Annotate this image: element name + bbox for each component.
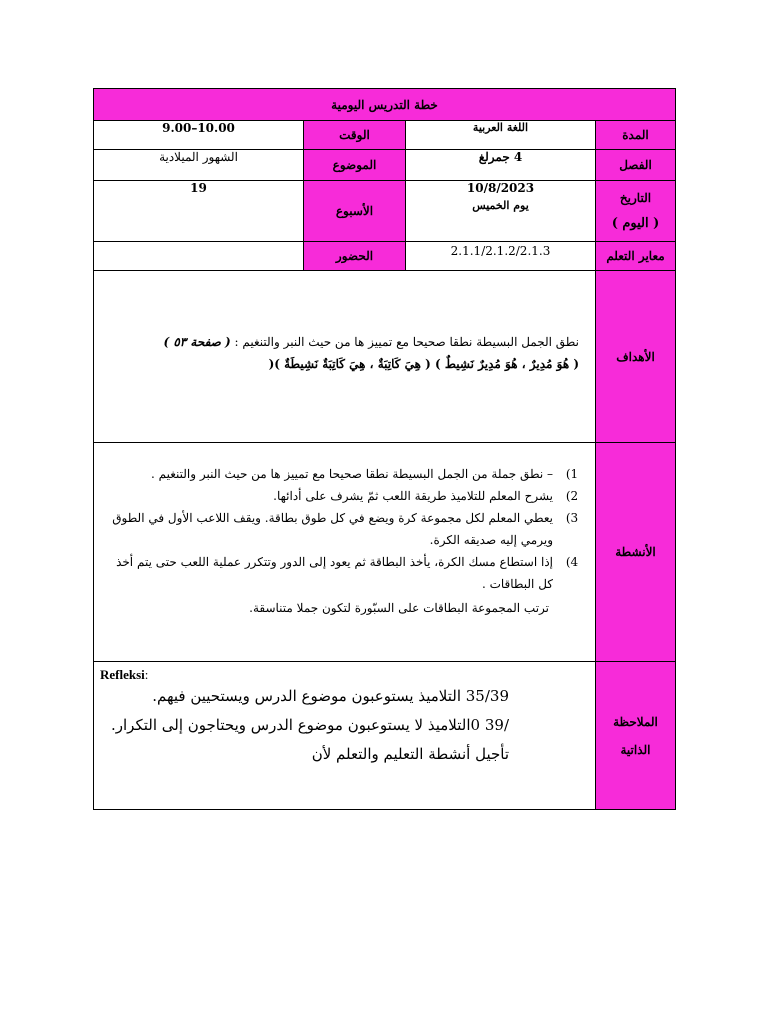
date-label-line1: التاريخ	[619, 191, 652, 205]
daily-lesson-plan-table	[93, 88, 676, 810]
objectives-line2: ( هُوَ مُدِيرٌ ، هُوَ مُدِيرٌ نَشِيطٌ ) ( هِيَ كَاتِبَةٌ ، هِيَ كَاتِبَةٌ نَشِيطَةٌ )(	[268, 357, 579, 371]
activity-extra-text: ترتب المجموعة البطاقات على السبّورة لتكون جملا متناسقة.	[249, 601, 549, 615]
reflection-line: 35/39 التلاميذ يستوعبون موضوع الدرس ويستحيين فيهم.	[152, 687, 509, 705]
activity-number: 4)	[565, 555, 579, 569]
objectives-line1	[108, 331, 579, 353]
standards-value: 2.1.1/2.1.2/2.1.3	[406, 242, 596, 271]
activity-number: 2)	[565, 489, 579, 503]
date-cell	[406, 181, 596, 242]
attendance-label: الحضور	[304, 242, 406, 271]
time-label: الوقت	[304, 121, 406, 150]
attendance-value	[94, 242, 304, 271]
activity-number: 3)	[565, 511, 579, 525]
activity-item	[102, 551, 583, 595]
topic-value: الشهور الميلادية	[94, 150, 304, 181]
week-value: 19	[94, 181, 304, 242]
reflection-label-line1: الملاحظة	[613, 714, 658, 729]
activities-content	[94, 443, 596, 662]
reflection-line: /39 0التلاميذ لا يستوعبون موضوع الدرس ويحتاجون إلى التكرار.	[110, 716, 509, 734]
time-value: 9.00–10.00	[94, 121, 304, 150]
reflection-title	[100, 668, 587, 682]
objectives-content	[94, 271, 596, 443]
reflection-content	[94, 662, 596, 810]
objectives-label: الأهداف	[596, 271, 676, 443]
activity-text: يعطي المعلم لكل مجموعة كرة ويضع في كل طوق بطاقة. ويقف اللاعب الأول في الطوق ويرمي إليه صديقه الكرة.	[112, 511, 553, 547]
date-label	[596, 181, 676, 242]
activity-text: – نطق جملة من الجمل البسيطة نطقا صحيحا مع تمييز ها من حيث النبر والتنغيم .	[151, 467, 553, 481]
reflection-line: تأجيل أنشطة التعليم والتعلم لأن	[311, 745, 509, 763]
reflection-title-text: Refleksi	[100, 667, 145, 682]
activity-item	[102, 463, 583, 485]
objectives-text: نطق الجمل البسيطة نطقا صحيحا مع تمييز ها من حيث النبر والتنغيم :	[234, 335, 579, 349]
activity-text: إذا استطاع مسك الكرة، يأخذ البطاقة ثم يعود إلى الدور وتتكرر عملية اللعب حتى يتم أخذ كل البطاقات .	[116, 555, 553, 591]
reflection-label-line2: الذاتية	[620, 742, 651, 757]
activity-item	[102, 485, 583, 507]
week-label: الأسبوع	[304, 181, 406, 242]
activity-item	[102, 507, 583, 551]
activity-number: 1)	[565, 467, 579, 481]
day-value: يوم الخميس	[472, 199, 529, 212]
plan-title: خطة التدريس اليومية	[94, 89, 676, 121]
duration-label: المدة	[596, 121, 676, 150]
date-label-line2: ( اليوم )	[611, 216, 660, 231]
activities-label: الأنشطة	[596, 443, 676, 662]
subject-value: اللغة العربية	[406, 121, 596, 150]
date-value: 10/8/2023	[466, 181, 535, 195]
topic-label: الموضوع	[304, 150, 406, 181]
reflection-label	[596, 662, 676, 810]
reflection-title-colon: :	[144, 667, 149, 682]
objectives-page-ref: ( صفحة ٥٣ )	[163, 335, 231, 349]
standards-label: معاير التعلم	[596, 242, 676, 271]
class-label: الفصل	[596, 150, 676, 181]
class-value: 4 جمرلغ	[406, 150, 596, 181]
activity-text: يشرح المعلم للتلاميذ طريقة اللعب ثمّ يشرف على أدائها.	[273, 489, 553, 503]
reflection-lines	[100, 682, 587, 769]
